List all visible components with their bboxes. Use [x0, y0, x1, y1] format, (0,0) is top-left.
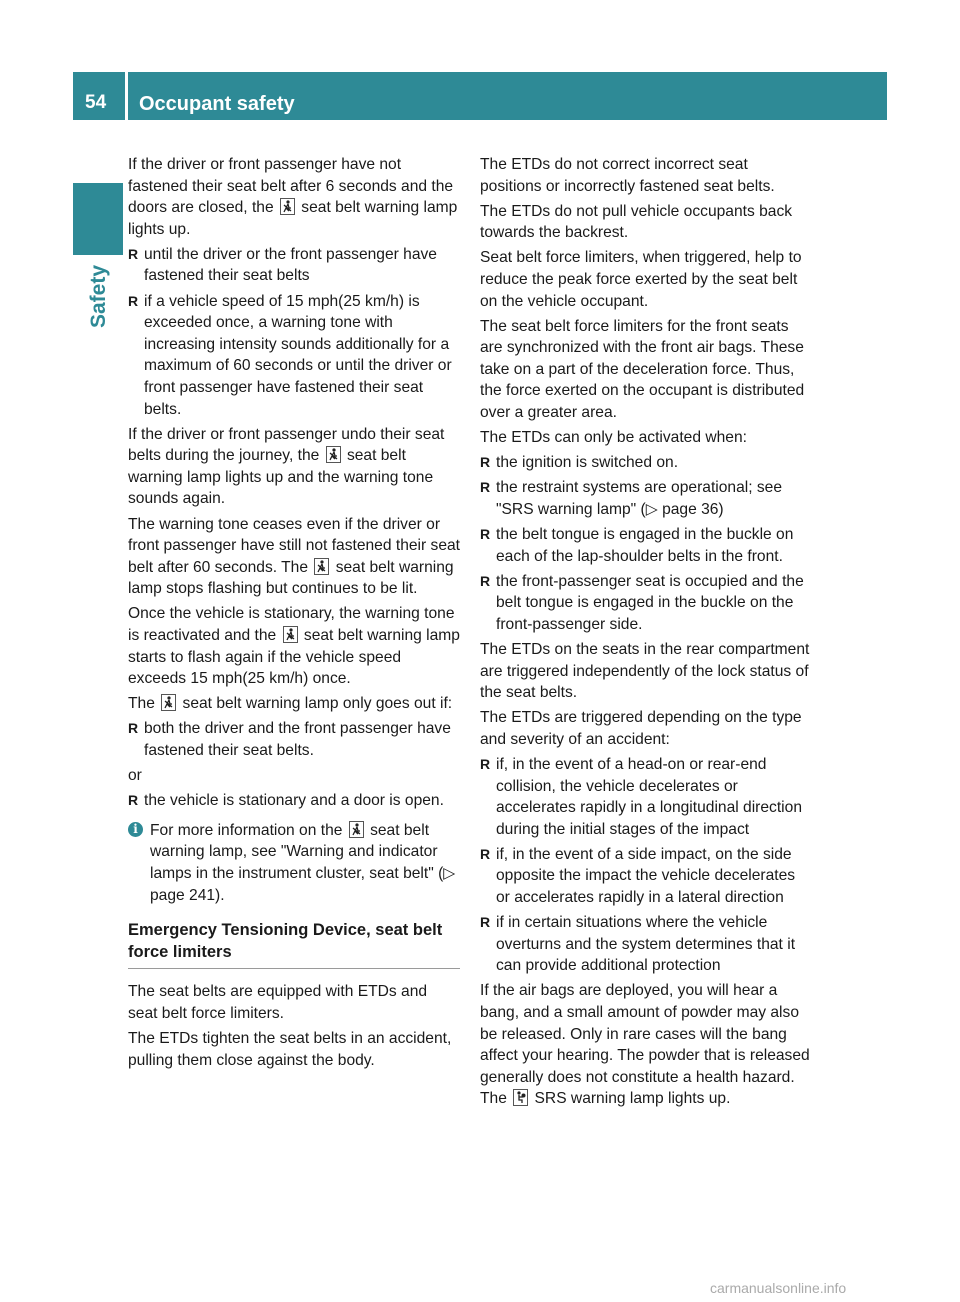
list-item: R the restraint systems are operational; see "SRS warning lamp" (▷ page 36) [480, 477, 813, 520]
section-title: Occupant safety [139, 93, 295, 115]
paragraph: The seat belts are equipped with ETDs and seat belt force limiters. [128, 983, 428, 1022]
info-note: i For more information on the seat belt warning lamp, see "Warning and indicator lamps in the instrument cluster, seat belt" (▷ page 241). [128, 820, 460, 906]
left-column [128, 154, 460, 1075]
list-item: R the belt tongue is engaged in the buckle on each of the lap-shoulder belts in the front. [480, 524, 813, 567]
list-item: R if in certain situations where the vehicle overturns and the system determines that it can provide additional protection [480, 912, 813, 977]
list-item: R until the driver or the front passenger have fastened their seat belts [128, 244, 460, 287]
list-item: R the ignition is switched on. [480, 452, 813, 474]
list-item: R the vehicle is stationary and a door is open. [128, 790, 460, 812]
seatbelt-warning-icon [161, 694, 176, 711]
seatbelt-warning-icon [283, 626, 298, 643]
info-icon: i [128, 822, 143, 837]
paragraph: The warning tone ceases even if the driver or front passenger have still not fastened their seat belt after 60 seconds. The seat belt warning lamp stops flashing but continues to be lit. [128, 515, 460, 598]
header-divider [125, 72, 128, 120]
page-number: 54 [85, 92, 107, 113]
seatbelt-warning-icon [326, 446, 341, 463]
paragraph: Seat belt force limiters, when triggered, help to reduce the peak force exerted by the seat belt on the vehicle occupant. [480, 249, 802, 310]
list-item: R the front-passenger seat is occupied and the belt tongue is engaged in the buckle on the front-passenger side. [480, 571, 813, 636]
page-arrow-icon: ▷ [645, 500, 658, 518]
paragraph: The ETDs on the seats in the rear compartment are triggered independently of the lock status of the seat belts. [480, 640, 810, 702]
seatbelt-warning-icon [314, 558, 329, 575]
paragraph: The ETDs can only be activated when: [480, 429, 747, 447]
paragraph: The ETDs tighten the seat belts in an accident, pulling them close against the body. [128, 1029, 452, 1069]
side-tab-block [73, 183, 123, 255]
right-column [480, 154, 813, 1113]
paragraph: or [128, 767, 142, 785]
page-arrow-icon: ▷ [443, 864, 456, 882]
section-heading: Emergency Tensioning Device, seat belt force limiters [128, 920, 460, 969]
paragraph: The ETDs do not correct incorrect seat positions or incorrectly fastened seat belts. [480, 156, 775, 195]
list-item: R if, in the event of a head-on or rear-end collision, the vehicle decelerates or accelerates rapidly in a longitudinal direction during the initial stages of the impact [480, 754, 813, 840]
footer-watermark: carmanualsonline.info [710, 1280, 847, 1296]
seatbelt-warning-icon [349, 821, 364, 838]
paragraph: If the air bags are deployed, you will hear a bang, and a small amount of powder may also be released. Only in rare cases will the bang affect your hearing. The powder that is released generally does not constitute a health hazard. The SRS warning lamp lights up. [480, 982, 810, 1108]
side-tab-label: Safety [87, 264, 110, 328]
paragraph: Once the vehicle is stationary, the warning tone is reactivated and the seat belt warning lamp starts to flash again if the vehicle speed exceeds 15 mph(25 km/h) once. [128, 605, 460, 688]
paragraph: If the driver or front passenger undo their seat belts during the journey, the seat belt warning lamp lights up and the warning tone sounds again. [128, 425, 445, 508]
paragraph: The ETDs do not pull vehicle occupants back towards the backrest. [480, 202, 793, 242]
list-item: R if, in the event of a side impact, on the side opposite the impact the vehicle decelerates or accelerates rapidly in a lateral direction [480, 844, 813, 909]
paragraph: The seat belt force limiters for the front seats are synchronized with the front air bags. These take on a part of the deceleration force. Thus, the force exerted on the occupant is distributed over a greater area. [480, 317, 805, 422]
paragraph: If the driver or front passenger have not fastened their seat belt after 6 seconds and the doors are closed, the seat belt warning lamp lights up. [128, 156, 458, 238]
seatbelt-warning-icon [280, 198, 295, 215]
paragraph: The seat belt warning lamp only goes out if: [128, 695, 453, 713]
paragraph: The ETDs are triggered depending on the type and severity of an accident: [480, 709, 802, 748]
list-item: R both the driver and the front passenger have fastened their seat belts. [128, 718, 460, 761]
srs-warning-icon [513, 1089, 528, 1106]
list-item: R if a vehicle speed of 15 mph(25 km/h) is exceeded once, a warning tone with increasing intensity sounds additionally for a maximum of 60 seconds or until the driver or front passenger have fastened their seat belts. [128, 291, 460, 421]
